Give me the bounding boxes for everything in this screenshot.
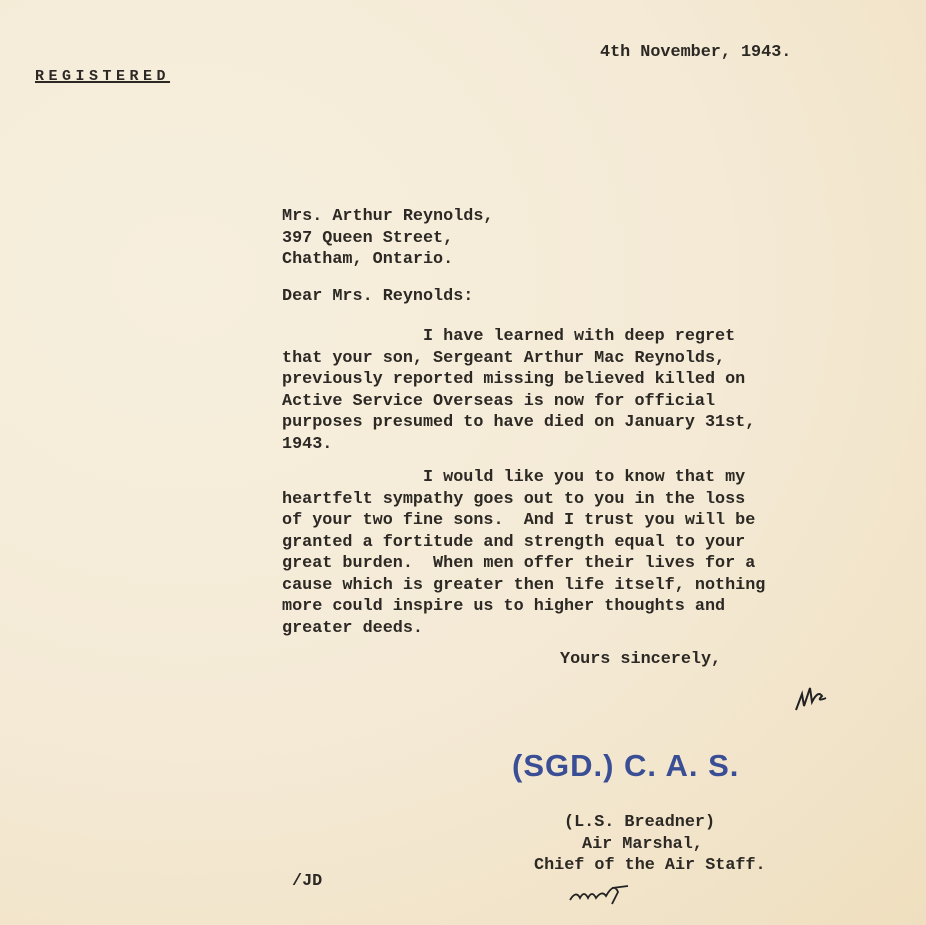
- signature-stamp: (SGD.) C. A. S.: [512, 748, 740, 783]
- body-line: that your son, Sergeant Arthur Mac Reynolds,: [282, 348, 726, 368]
- signature-block: [534, 812, 766, 877]
- signatory-title: Chief of the Air Staff.: [534, 856, 766, 875]
- body-line: 1943.: [282, 434, 333, 454]
- body-line: I would like you to know that my: [282, 468, 746, 487]
- signatory-name: (L.S. Breadner): [564, 813, 716, 832]
- body-line: more could inspire us to higher thoughts and: [282, 597, 726, 616]
- address-line: Mrs. Arthur Reynolds,: [282, 207, 494, 226]
- signatory-rank: Air Marshal,: [582, 834, 703, 854]
- body-line: great burden. When men offer their lives for a: [282, 554, 756, 573]
- body-line: purposes presumed to have died on January 31st,: [282, 413, 756, 432]
- body-line: cause which is greater then life itself, nothing: [282, 575, 766, 595]
- handwritten-mark: [568, 878, 638, 908]
- paragraph-1: [282, 326, 755, 455]
- letter-date: 4th November, 1943.: [600, 43, 792, 62]
- reference-initials: /JD: [292, 872, 323, 891]
- address-line: Chatham, Ontario.: [282, 250, 454, 269]
- body-line: heartfelt sympathy goes out to you in the loss: [282, 489, 746, 509]
- salutation: Dear Mrs. Reynolds:: [282, 287, 474, 306]
- body-line: greater deeds.: [282, 618, 423, 638]
- handwritten-initials: [792, 676, 832, 716]
- paragraph-2: [282, 467, 765, 639]
- recipient-address: [282, 206, 493, 271]
- body-line: of your two fine sons. And I trust you will be: [282, 511, 756, 530]
- body-line: granted a fortitude and strength equal to your: [282, 532, 746, 552]
- address-line: 397 Queen Street,: [282, 228, 454, 248]
- body-line: Active Service Overseas is now for official: [282, 391, 716, 411]
- body-line: I have learned with deep regret: [282, 327, 736, 346]
- closing: Yours sincerely,: [560, 650, 722, 669]
- body-line: previously reported missing believed killed on: [282, 370, 746, 389]
- registered-label: REGISTERED: [35, 68, 171, 85]
